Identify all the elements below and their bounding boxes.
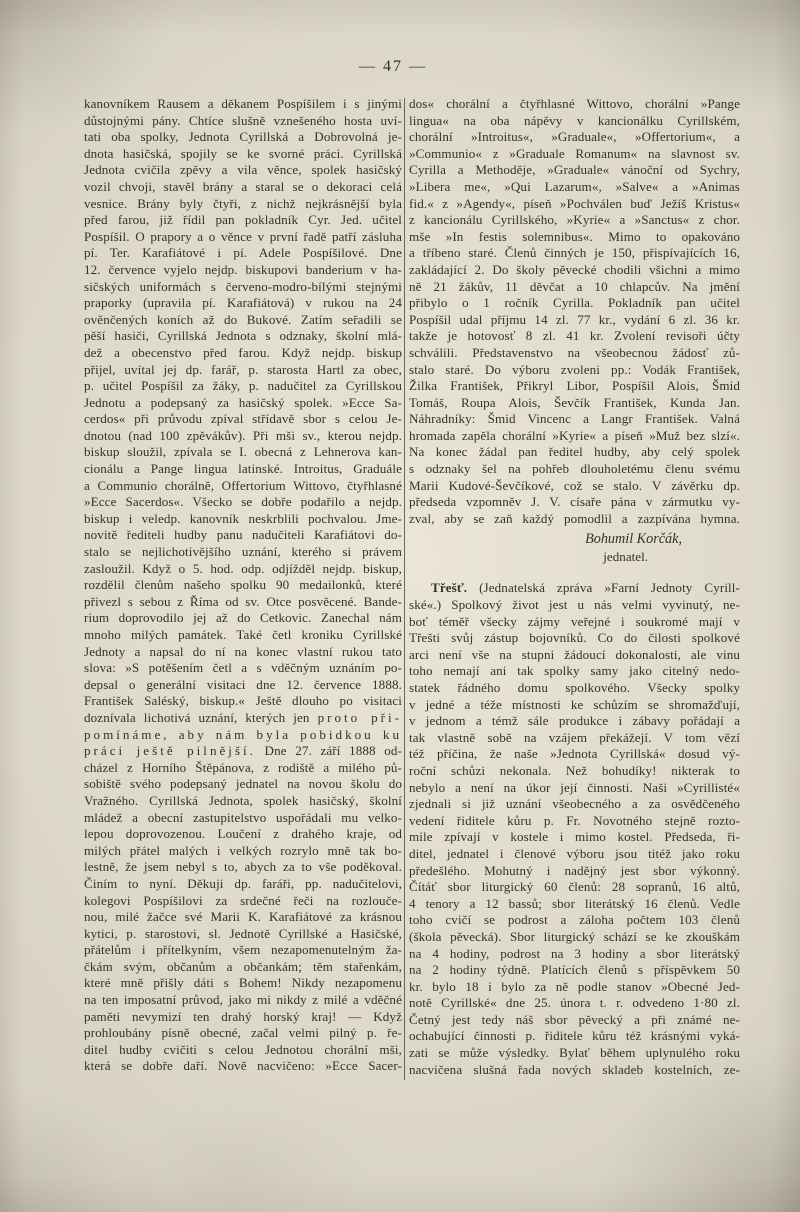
text-line: práci ještě pilnější. Dne 27. září 1888 od- — [84, 743, 402, 759]
text-line: dnota hasičská, spojily se ke svorné práci. Cyrillská — [84, 145, 402, 161]
signature-role: jednatel. — [603, 549, 648, 565]
text-line: Jednotu a podepsaný za hasičský spolek. »Ecce Sa- — [84, 394, 402, 410]
page-number: — 47 — — [359, 58, 427, 75]
text-line: před farou, již řídil pan pokladník Cyr. Jed. učitel — [84, 212, 402, 228]
text-line: přátelům i přítelkyním, všem nezapomenutelným ža- — [84, 942, 402, 958]
text-line: takže je hotovosť 8 zl. 41 kr. Zvolení revisoři účty — [409, 328, 740, 344]
text-line: Vražného. Cyrillská Jednota, spolek hasičský, školní — [84, 792, 402, 808]
text-line: Marii Kudové-Ševčíkové, což se stalo. V závěrku dp. — [409, 477, 740, 493]
text-line: přijel, uvítal jej dp. farář, p. starosta Hartl za obec, — [84, 361, 402, 377]
text-line: dnotou (nad 100 zpěvákův). Při mši sv., kterou nejdp. — [84, 427, 402, 443]
text-line: na 2 hodiny týdně. Platících členů s příspěvkem 50 — [409, 962, 740, 978]
text-line: nou, milé žačce své Marii K. Karafiátové za krásnou — [84, 909, 402, 925]
text-line: Činím to nyní. Děkuji dp. faráři, pp. nadučitelovi, — [84, 875, 402, 891]
text-line: důstojnými pány. Chtíce slušně vznešeného hosta uví- — [84, 112, 402, 128]
text-line: vedení řiditele kůru p. Fr. Novotného stejně rozto- — [409, 812, 740, 828]
text-line: doznívala lichotivá uznání, kterých jen proto při- — [84, 709, 402, 725]
text-line: (škola pěvecká). Sbor liturgický schází se ke zkouškám — [409, 928, 740, 944]
text-line: nebylo a není na úkor její činnosti. Naši »Cyrillisté« — [409, 779, 740, 795]
text-line: v jedné a téže místnosti ke schůzím se shromažďují, — [409, 696, 740, 712]
text-line: schválili. Představenstvo na všeobecnou žádosť zů- — [409, 344, 740, 360]
text-line: toho nemají ani tak spolky samy jako citelný nedo- — [409, 663, 740, 679]
text-line: milých přátel malých i velkých rozrylo mně tak bo- — [84, 842, 402, 858]
text-line: na ten imposatní průvod, jako mi nikdy z milé a vděčné — [84, 992, 402, 1008]
text-line: tati oba spolky, Jednota Cyrillská a Dobrovolná je- — [84, 129, 402, 145]
text-line: sobiště svého podepsaný jednatel na novou školu do — [84, 776, 402, 792]
text-line: lingua« na oba nápěvy v kancionálku Cyrillském, — [409, 112, 740, 128]
right-column-para1 — [409, 96, 740, 527]
text-line: vozil chvoji, stavěl brány a staral se o dekoraci celá — [84, 178, 402, 194]
text-line: cerdos« při průvodu zpíval střídavě sbor s celou Je- — [84, 411, 402, 427]
text-line: Tomáš, Roupa Alois, Ševčík František, Kunda Jan. — [409, 394, 740, 410]
text-line: která se dobře daří. Nově nacvičeno: »Ecce Sacer- — [84, 1058, 402, 1074]
text-line: ně 21 žákův, 11 děvčat a 10 chlapcův. Na jmění — [409, 278, 740, 294]
text-line: cionálu a Pange lingua latinské. Introitus, Graduále — [84, 461, 402, 477]
text-line: Třešť. (Jednatelská zpráva »Farní Jednoty Cyrill- — [431, 580, 740, 596]
signature-name: Bohumil Korčák, — [585, 531, 682, 548]
column-divider — [404, 98, 405, 1080]
text-line: mládež a obecní zastupitelstvo uspořádali mu velko- — [84, 809, 402, 825]
text-line: stalo staré. Do výboru zvoleni pp.: Vodák František, — [409, 361, 740, 377]
text-line: kytici, p. starostovi, sl. Jednotě Cyrillské a Hasičské, — [84, 925, 402, 941]
text-line: 12. července vyjelo nejdp. biskupovi banderium v ha- — [84, 261, 402, 277]
text-line: kanovníkem Rausem a děkanem Pospíšilem i s jinými — [84, 96, 402, 111]
text-line: a Communio chorálně, Offertorium Wittovo, čtyřhlasné — [84, 477, 402, 493]
text-line: 4 tenory a 12 bassů; sbor literátský 16 členů. Vedle — [409, 895, 740, 911]
text-line: cházel z Horního Štěpánova, z rodiště a milého pů- — [84, 759, 402, 775]
text-line: Třešti svůj zástup bojovníků. Co do čilosti spolkové — [409, 630, 740, 646]
text-line: na 4 hodiny, podrost na 3 hodiny a sbor literátský — [409, 945, 740, 961]
right-column-para2 — [409, 580, 740, 1078]
text-line: kr. bylo 18 i bylo za ně podle stanov »Obecné Jed- — [409, 978, 740, 994]
text-line: toho cvičí se podrost a záloha počtem 103 členů — [409, 912, 740, 928]
text-line: Pospíšil. O prapory a o věnce v první řadě patří zásluha — [84, 228, 402, 244]
text-line: zval, aby se zaň každý pomodlil a zazpívána hymna. — [409, 510, 740, 526]
text-line: tak vlastně sobě na vzájem překážejí. V tom vězí — [409, 729, 740, 745]
text-line: ditel hudby cvičiti s celou Jednotou chorální mši, — [84, 1041, 402, 1057]
text-line: čkám svým, občanům a občankám; těm stařenkám, — [84, 958, 402, 974]
text-line: zakládající 2. Do školy pěvecké chodili všichni a mimo — [409, 261, 740, 277]
text-line: Žilka František, Přikryl Libor, Pospíšil Alois, Šmid — [409, 378, 740, 394]
text-line: roční schůzi nekonala. Než bohudíky! nikterak to — [409, 762, 740, 778]
text-line: mše »In festis solemnibus«. Mimo to opakováno — [409, 228, 740, 244]
text-line: zasloužil. Když o 5. hod. odp. odjížděl nejdp. biskup, — [84, 560, 402, 576]
text-line: fid.« z »Agendy«, píseň »Pochválen buď Ježíš Kristus« — [409, 195, 740, 211]
text-line: »Libera me«, »Qui Lazarum«, »Salve« a »Animas — [409, 178, 740, 194]
text-line: novitě řediteli hudby panu nadučiteli Karafiátovi do- — [84, 527, 402, 543]
text-line: notě Cyrillské« dne 25. února t. r. odvedeno 1·80 zl. — [409, 995, 740, 1011]
text-line: z kancionálu Cyrillského, »Kyrie« a »Sanctus« z chor. — [409, 212, 740, 228]
text-line: předseda vzpomněv J. V. císaře pána v zármutku vy- — [409, 494, 740, 510]
text-line: arci není vše na stupni žádoucí dokonalosti, ale vinu — [409, 646, 740, 662]
text-line: Jednoty a napsal do ní na konec vlastní rukou tato — [84, 643, 402, 659]
signature-block — [409, 531, 740, 565]
text-line: též příčina, že naše »Jednota Cyrillská« dosud vý- — [409, 746, 740, 762]
text-line: které mně přišly dáti s Bohem! Nikdy nezapomenu — [84, 975, 402, 991]
text-line: pěší hasiči, Cyrillská Jednota s odznaky, školní mlá- — [84, 328, 402, 344]
text-line: lestně, že jsem nebyl s to, abych za to vše poděkoval. — [84, 859, 402, 875]
text-line: ochabující činnosti p. řiditele kůru též krásnými vyká- — [409, 1028, 740, 1044]
text-line: Jednota cvičila zpěvy a vila věnce, spolek hasičský — [84, 162, 402, 178]
text-line: chorální »Introitus«, »Graduale«, »Offertorium«, a — [409, 129, 740, 145]
text-line: »Ecce Sacerdos«. Všecko se dobře podařilo a nejdp. — [84, 494, 402, 510]
text-line: Pospíšil udal příjmu 14 zl. 77 kr., vydání 6 zl. 36 kr. — [409, 311, 740, 327]
right-column — [409, 96, 740, 1078]
text-line: Na konec žádal pan ředitel hudby, aby celý spolek — [409, 444, 740, 460]
text-line: vesnice. Brány byly čtyři, z nichž nejkrásnější byla — [84, 195, 402, 211]
text-line: mile zpívají v kostele i mimo kostel. Předseda, ři- — [409, 829, 740, 845]
text-line: pomínáme, aby nám byla pobidkou ku — [84, 726, 402, 742]
text-line: Četný jest tedy náš sbor pěvecký a při známé ne- — [409, 1011, 740, 1027]
text-line: biskup sloužil, zpívala se I. obecná z Lehnerova kan- — [84, 444, 402, 460]
text-line: předešlého. Mohutný i nadějný jest sbor výkonný. — [409, 862, 740, 878]
text-line: František Saléský, biskup.« Ještě dlouho po visitaci — [84, 693, 402, 709]
text-line: praporky (upravila pí. Karafiátová) v rukou na 24 — [84, 295, 402, 311]
text-line: a tříbeno staré. Členů činných je 150, přispívajících 16, — [409, 245, 740, 261]
text-line: přibylo o 1 ročník Cyrilla. Pokladník pan učitel — [409, 295, 740, 311]
text-line: dos« chorální a čtyřhlasné Wittovo, chorální »Pange — [409, 96, 740, 111]
left-column — [84, 96, 402, 1075]
text-line: statek řádného domu spolkového. Všecky spolky — [409, 680, 740, 695]
text-line: p. učitel Pospíšil za žáky, p. nadučitel za Cyrillskou — [84, 378, 402, 394]
text-line: ditel, jednatel i členové výboru jsou titéž jako roku — [409, 845, 740, 861]
text-line: zjednali si již uznání všeobecného a za osvědčeného — [409, 796, 740, 812]
text-line: »Communio« z »Graduale Romanum« na slavnost sv. — [409, 145, 740, 161]
text-line: kolegovi Pospíšilovi za srdečné řeči na rozlouče- — [84, 892, 402, 908]
text-line: pí. Ter. Karafiátové i pí. Adele Pospíšilové. Dne — [84, 245, 402, 261]
text-line: paměti nevymizí ten drahý horský kraj! — Když — [84, 1008, 402, 1024]
text-line: rium doprovodilo jej až do Cetkovic. Zanechal nám — [84, 610, 402, 626]
text-line: prohloubány písně obecné, začal velmi pilný p. ře- — [84, 1025, 402, 1041]
text-line: zati se může výsledky. Bylať během uplynulého roku — [409, 1045, 740, 1061]
text-line: mnoho milých památek. Také četl kroniku Cyrillské — [84, 627, 402, 642]
text-line: v jednom a témž sále produkce i zábavy pořádají a — [409, 713, 740, 729]
text-line: s odznaky šel na pohřeb dlouholetému členu svému — [409, 461, 740, 477]
text-line: přivezl s sebou z Říma od sv. Otce posvěcené. Bande- — [84, 593, 402, 609]
text-line: rozdělil členům našeho spolku 90 medailonků, které — [84, 577, 402, 593]
text-line: boť téměř všecky zájmy veřejné i soukromé mají v — [409, 613, 740, 629]
text-line: slova: »S potěšením četl a s vděčným uznáním po- — [84, 660, 402, 676]
text-line: ověnčených koních až do Bukové. Zatím seřadili se — [84, 311, 402, 327]
text-line: sičských uniformách s červeno-modro-bílými stejnými — [84, 278, 402, 294]
text-line: ské«.) Spolkový život jest u nás velmi vyvinutý, ne- — [409, 597, 740, 613]
text-line: stalo se nejlichotivějšího uznání, kterého si právem — [84, 544, 402, 560]
text-line: Cyrilla a Methoděje, »Graduale« vánoční od Sychry, — [409, 162, 740, 178]
text-line: hromada zapěla chorální »Kyrie« a píseň »Muž bez slzí«. — [409, 427, 740, 443]
text-line: Čítáť sbor liturgický 60 členů: 28 sopranů, 16 altů, — [409, 879, 740, 895]
text-line: Náhradníky: Šmid Vincenc a Langr František. Valná — [409, 411, 740, 427]
text-line: depsal o generální visitaci dne 12. července 1888. — [84, 676, 402, 692]
text-line: dež a obecenstvo před farou. Když nejdp. biskup — [84, 344, 402, 360]
text-line: nacvičena slušná řada nových skladeb kostelních, ze- — [409, 1061, 740, 1077]
text-line: lepou doprovozenou. Loučení z drahého kraje, od — [84, 826, 402, 842]
text-line: biskup i veledp. kanovník neskrblili pochvalou. Jme- — [84, 510, 402, 526]
